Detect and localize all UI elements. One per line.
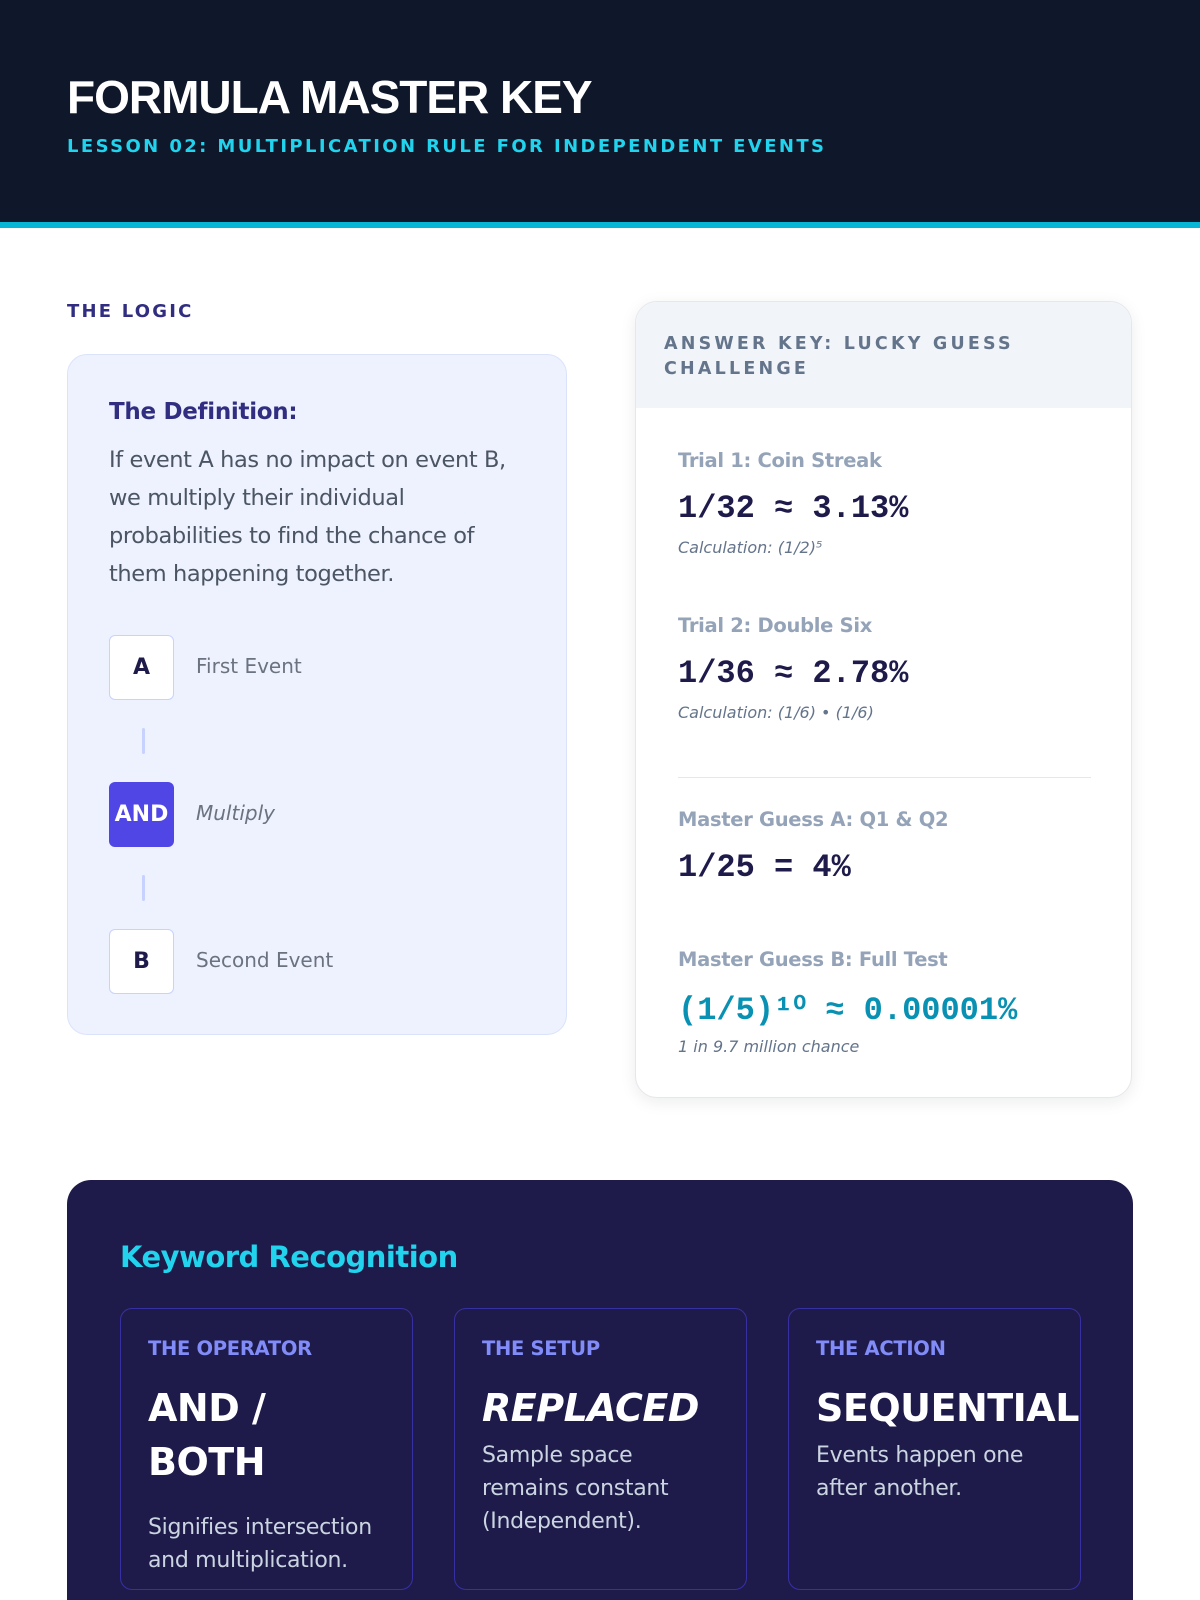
event-a-label: First Event xyxy=(196,654,302,678)
trial-1-value: 1/32 ≈ 3.13% xyxy=(678,490,909,527)
definition-text: If event A has no impact on event B, we multiply their individual probabilities to find the chance of them happening together. xyxy=(109,447,506,587)
logic-section-label: THE LOGIC xyxy=(67,301,194,322)
master-guess-a-label: Master Guess A: Q1 & Q2 xyxy=(678,808,949,831)
event-a-box: A xyxy=(109,635,174,700)
definition-card xyxy=(67,354,567,1035)
trial-1-label: Trial 1: Coin Streak xyxy=(678,449,882,472)
keyword-recognition-panel xyxy=(67,1180,1133,1600)
keyword-card-description: Signifies intersection and multiplication. xyxy=(148,1515,372,1573)
answer-key-title: ANSWER KEY: LUCKY GUESS CHALLENGE xyxy=(664,334,1014,379)
keyword-section-title: Keyword Recognition xyxy=(120,1240,458,1274)
definition-heading: The Definition: xyxy=(109,399,298,425)
flow-connector xyxy=(142,875,145,901)
answer-key-header xyxy=(636,302,1131,408)
master-guess-a-value: 1/25 = 4% xyxy=(678,849,851,886)
keyword-card-term: SEQUENTIAL xyxy=(816,1386,1079,1430)
keyword-card-label: THE ACTION xyxy=(816,1337,946,1360)
keyword-card-action xyxy=(788,1308,1081,1590)
event-b-label: Second Event xyxy=(196,948,334,972)
trial-2-value: 1/36 ≈ 2.78% xyxy=(678,655,909,692)
keyword-card-setup xyxy=(454,1308,747,1590)
lesson-subtitle: LESSON 02: MULTIPLICATION RULE FOR INDEPENDENT EVENTS xyxy=(67,136,827,157)
keyword-card-label: THE SETUP xyxy=(482,1337,600,1360)
trial-2-note: Calculation: (1/6) • (1/6) xyxy=(678,703,874,722)
master-guess-b-label: Master Guess B: Full Test xyxy=(678,948,948,971)
keyword-card-term: REPLACED xyxy=(482,1386,699,1430)
answer-divider xyxy=(678,777,1091,778)
page-title: FORMULA MASTER KEY xyxy=(67,71,592,123)
and-operator-label: Multiply xyxy=(196,801,275,825)
trial-1-note: Calculation: (1/2)⁵ xyxy=(678,538,823,557)
master-guess-b-note: 1 in 9.7 million chance xyxy=(678,1037,860,1056)
keyword-card-description: Sample space remains constant (Independent). xyxy=(482,1443,669,1534)
keyword-card-term: AND / BOTH xyxy=(148,1386,266,1484)
keyword-card-label: THE OPERATOR xyxy=(148,1337,312,1360)
trial-2-label: Trial 2: Double Six xyxy=(678,614,872,637)
keyword-card-operator xyxy=(120,1308,413,1590)
keyword-card-description: Events happen one after another. xyxy=(816,1443,1024,1501)
event-b-box: B xyxy=(109,929,174,994)
answer-key-card xyxy=(635,301,1132,1098)
master-guess-b-value: (1/5)¹⁰ ≈ 0.00001% xyxy=(678,992,1018,1029)
flow-connector xyxy=(142,728,145,754)
and-operator-box: AND xyxy=(109,782,174,847)
page-header xyxy=(0,0,1200,228)
